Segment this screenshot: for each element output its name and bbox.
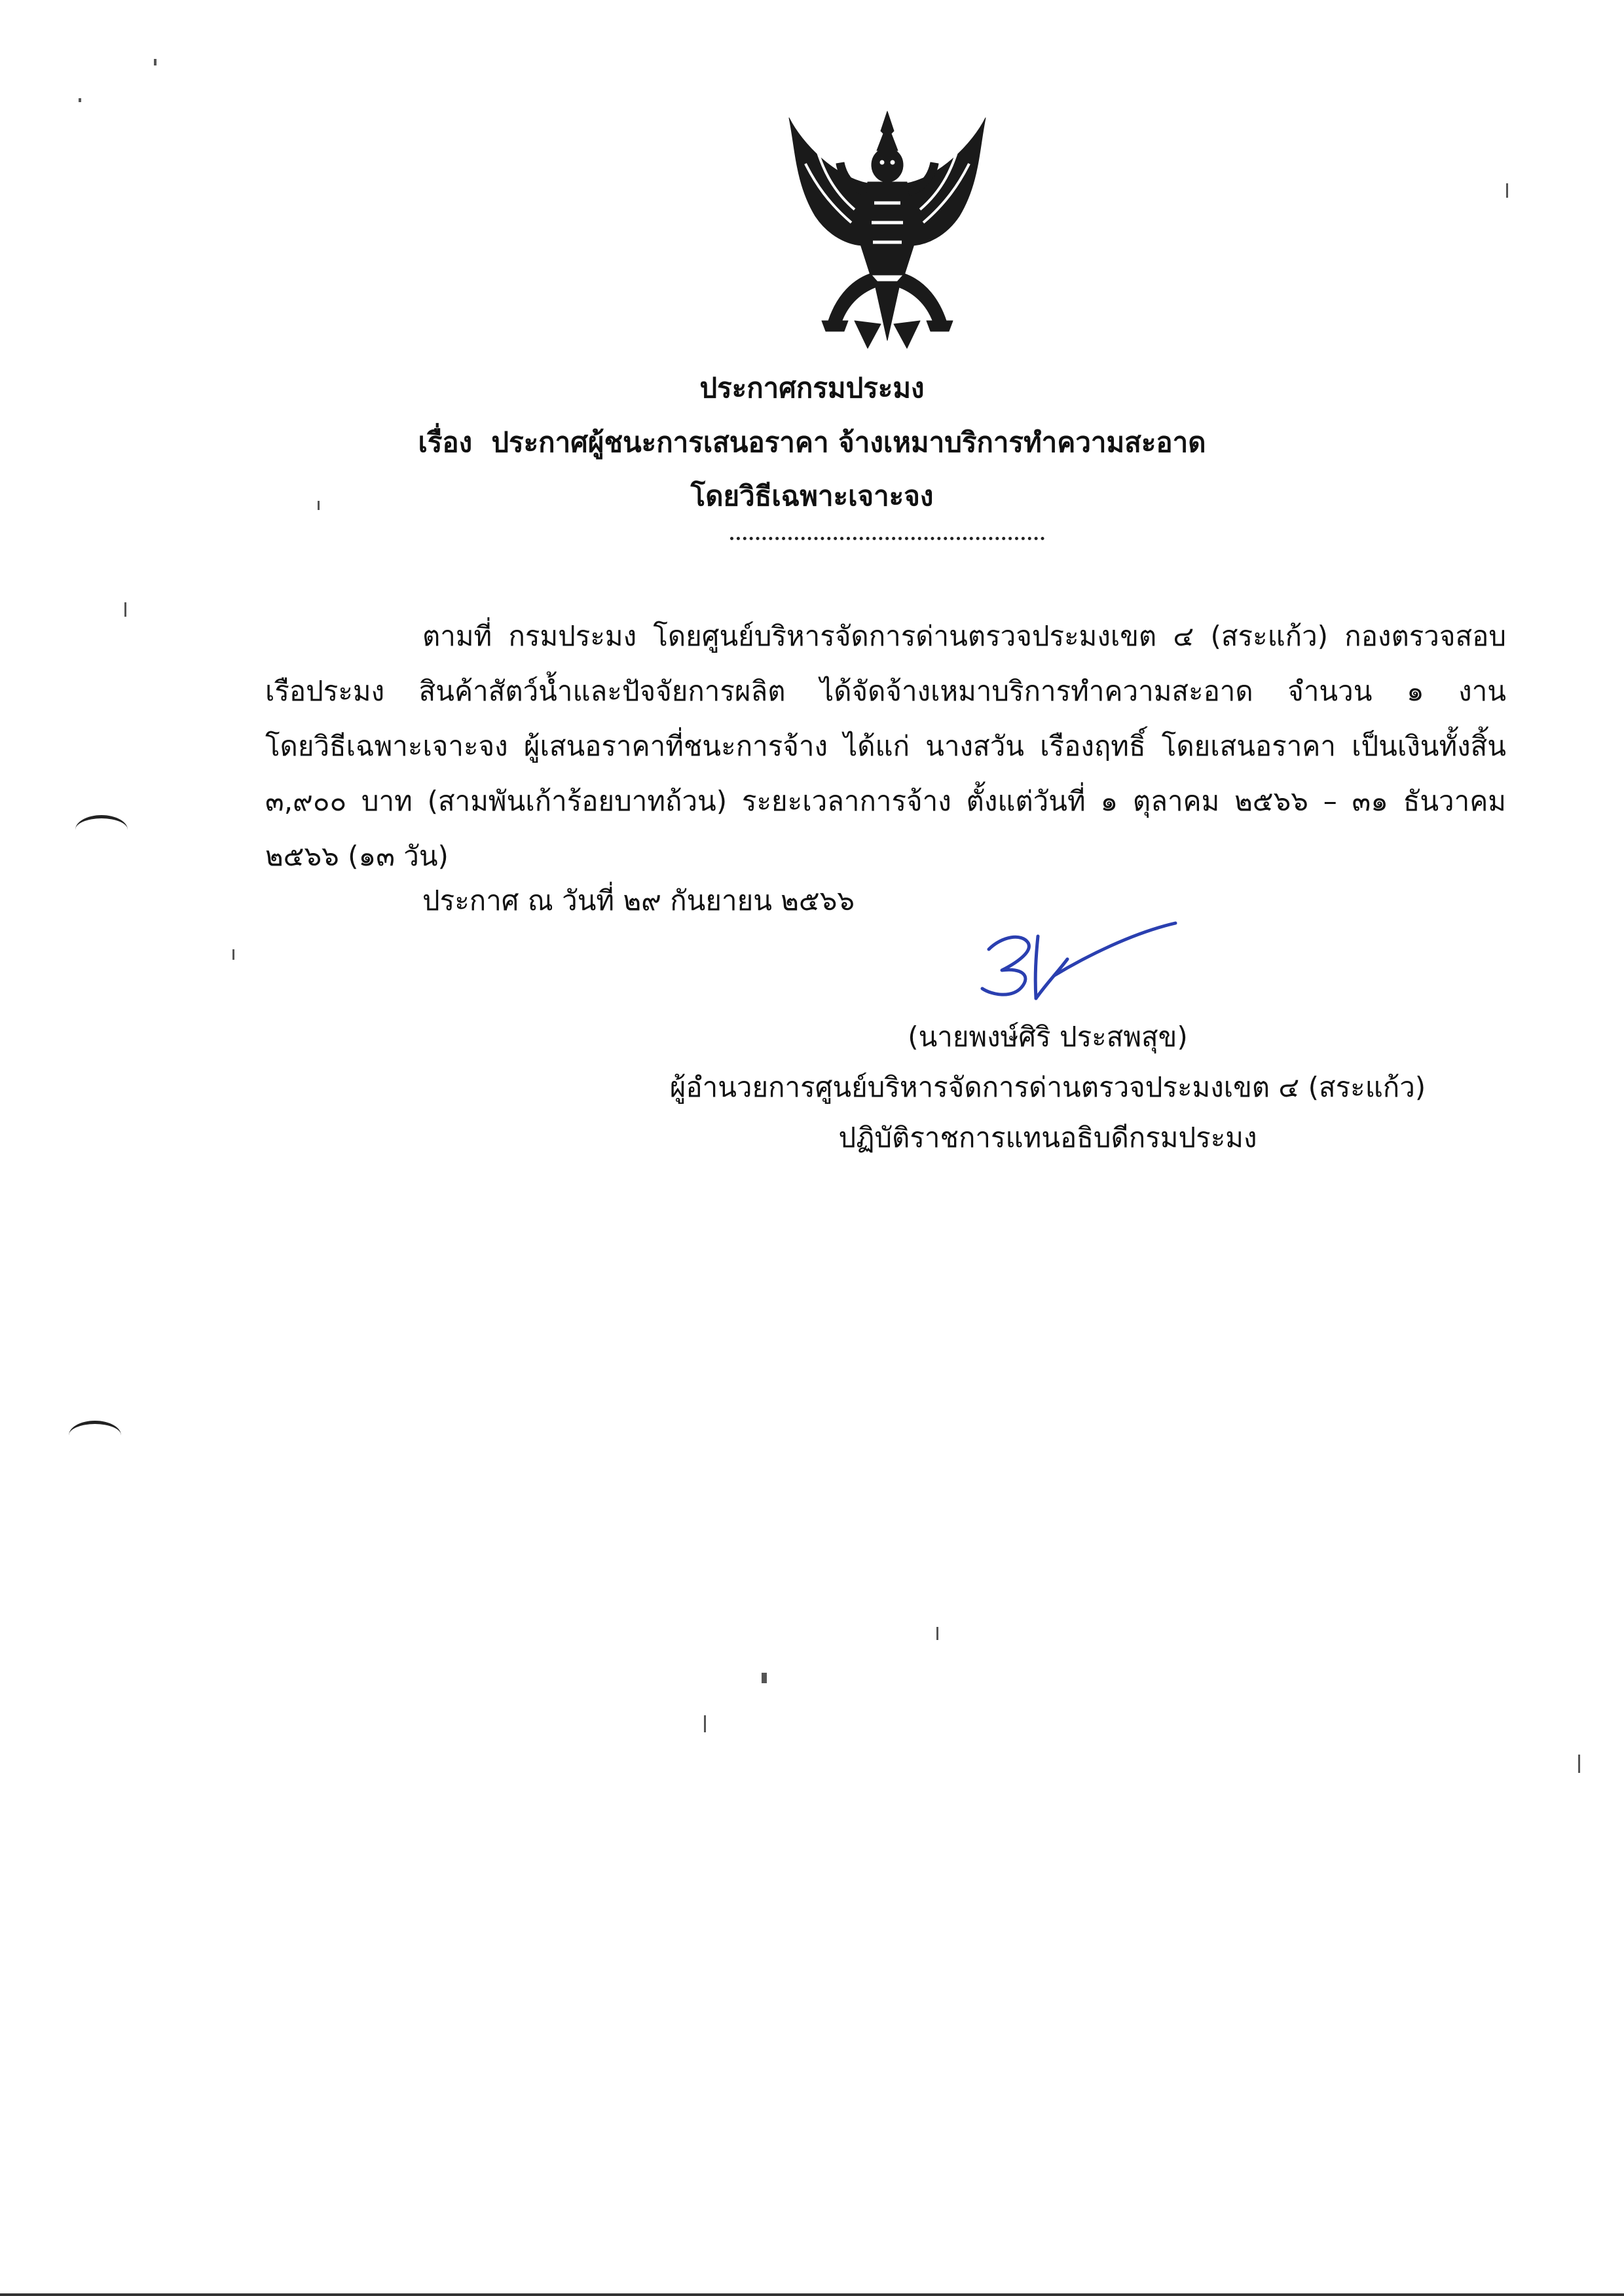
- handwritten-signature: [976, 910, 1185, 1008]
- body-line: เรือประมง สินค้าสัตว์น้ำและปัจจัยการผลิต ได้จัดจ้างเหมาบริการทำความสะอาด จำนวน ๑ งาน: [265, 675, 1506, 707]
- body-line: ตามที่ กรมประมง โดยศูนย์บริหารจัดการด่านตรวจประมงเขต ๔ (สระแก้ว) กองตรวจสอบ: [422, 620, 1506, 652]
- signatory-block: [655, 1011, 1441, 1163]
- scan-speck: [79, 98, 81, 102]
- body-line: ๒๕๖๖ (๑๓ วัน): [265, 840, 449, 872]
- scan-speck: [762, 1673, 767, 1683]
- signatory-position: ผู้อำนวยการศูนย์บริหารจัดการด่านตรวจประมงเขต ๔ (สระแก้ว): [669, 1071, 1426, 1103]
- body-line: ๓,๙๐๐ บาท (สามพันเก้าร้อยบาทถ้วน) ระยะเวลาการจ้าง ตั้งแต่วันที่ ๑ ตุลาคม ๒๕๖๖ – ๓๑ ธันวาคม: [265, 785, 1506, 817]
- scan-edge-line: [0, 2293, 1624, 2296]
- subject-label: เรื่อง: [418, 426, 473, 458]
- agency-header: ประกาศกรมประมง: [699, 372, 925, 404]
- scan-speck: [936, 1627, 938, 1640]
- announcement-body: [265, 609, 1506, 884]
- body-line: โดยวิธีเฉพาะเจาะจง ผู้เสนอราคาที่ชนะการจ้าง ได้แก่ นางสวัน เรืองฤทธิ์ โดยเสนอราคา เป็นเงินทั้งสิ้น: [265, 730, 1506, 762]
- scan-speck: [232, 949, 234, 960]
- subject-line: [0, 424, 1624, 461]
- garuda-emblem-icon: [776, 105, 999, 354]
- scan-speck: [154, 59, 157, 65]
- scan-speck: [124, 602, 126, 617]
- scan-speck: [1578, 1755, 1580, 1773]
- dotted-separator: [730, 529, 1044, 540]
- signatory-name: (นายพงษ์ศิริ ประสพสุข): [908, 1021, 1188, 1053]
- punch-hole-mark-bottom: [69, 1421, 121, 1450]
- signatory-acting: ปฏิบัติราชการแทนอธิบดีกรมประมง: [838, 1121, 1257, 1154]
- subject-method: โดยวิธีเฉพาะเจาะจง: [690, 480, 934, 512]
- announcement-date: ประกาศ ณ วันที่ ๒๙ กันยายน ๒๕๖๖: [422, 884, 855, 917]
- punch-hole-mark-top: [75, 815, 128, 845]
- scan-speck: [1506, 183, 1508, 198]
- subject-title: ประกาศผู้ชนะการเสนอราคา จ้างเหมาบริการทำความสะอาด: [491, 426, 1206, 458]
- scan-speck: [704, 1715, 706, 1732]
